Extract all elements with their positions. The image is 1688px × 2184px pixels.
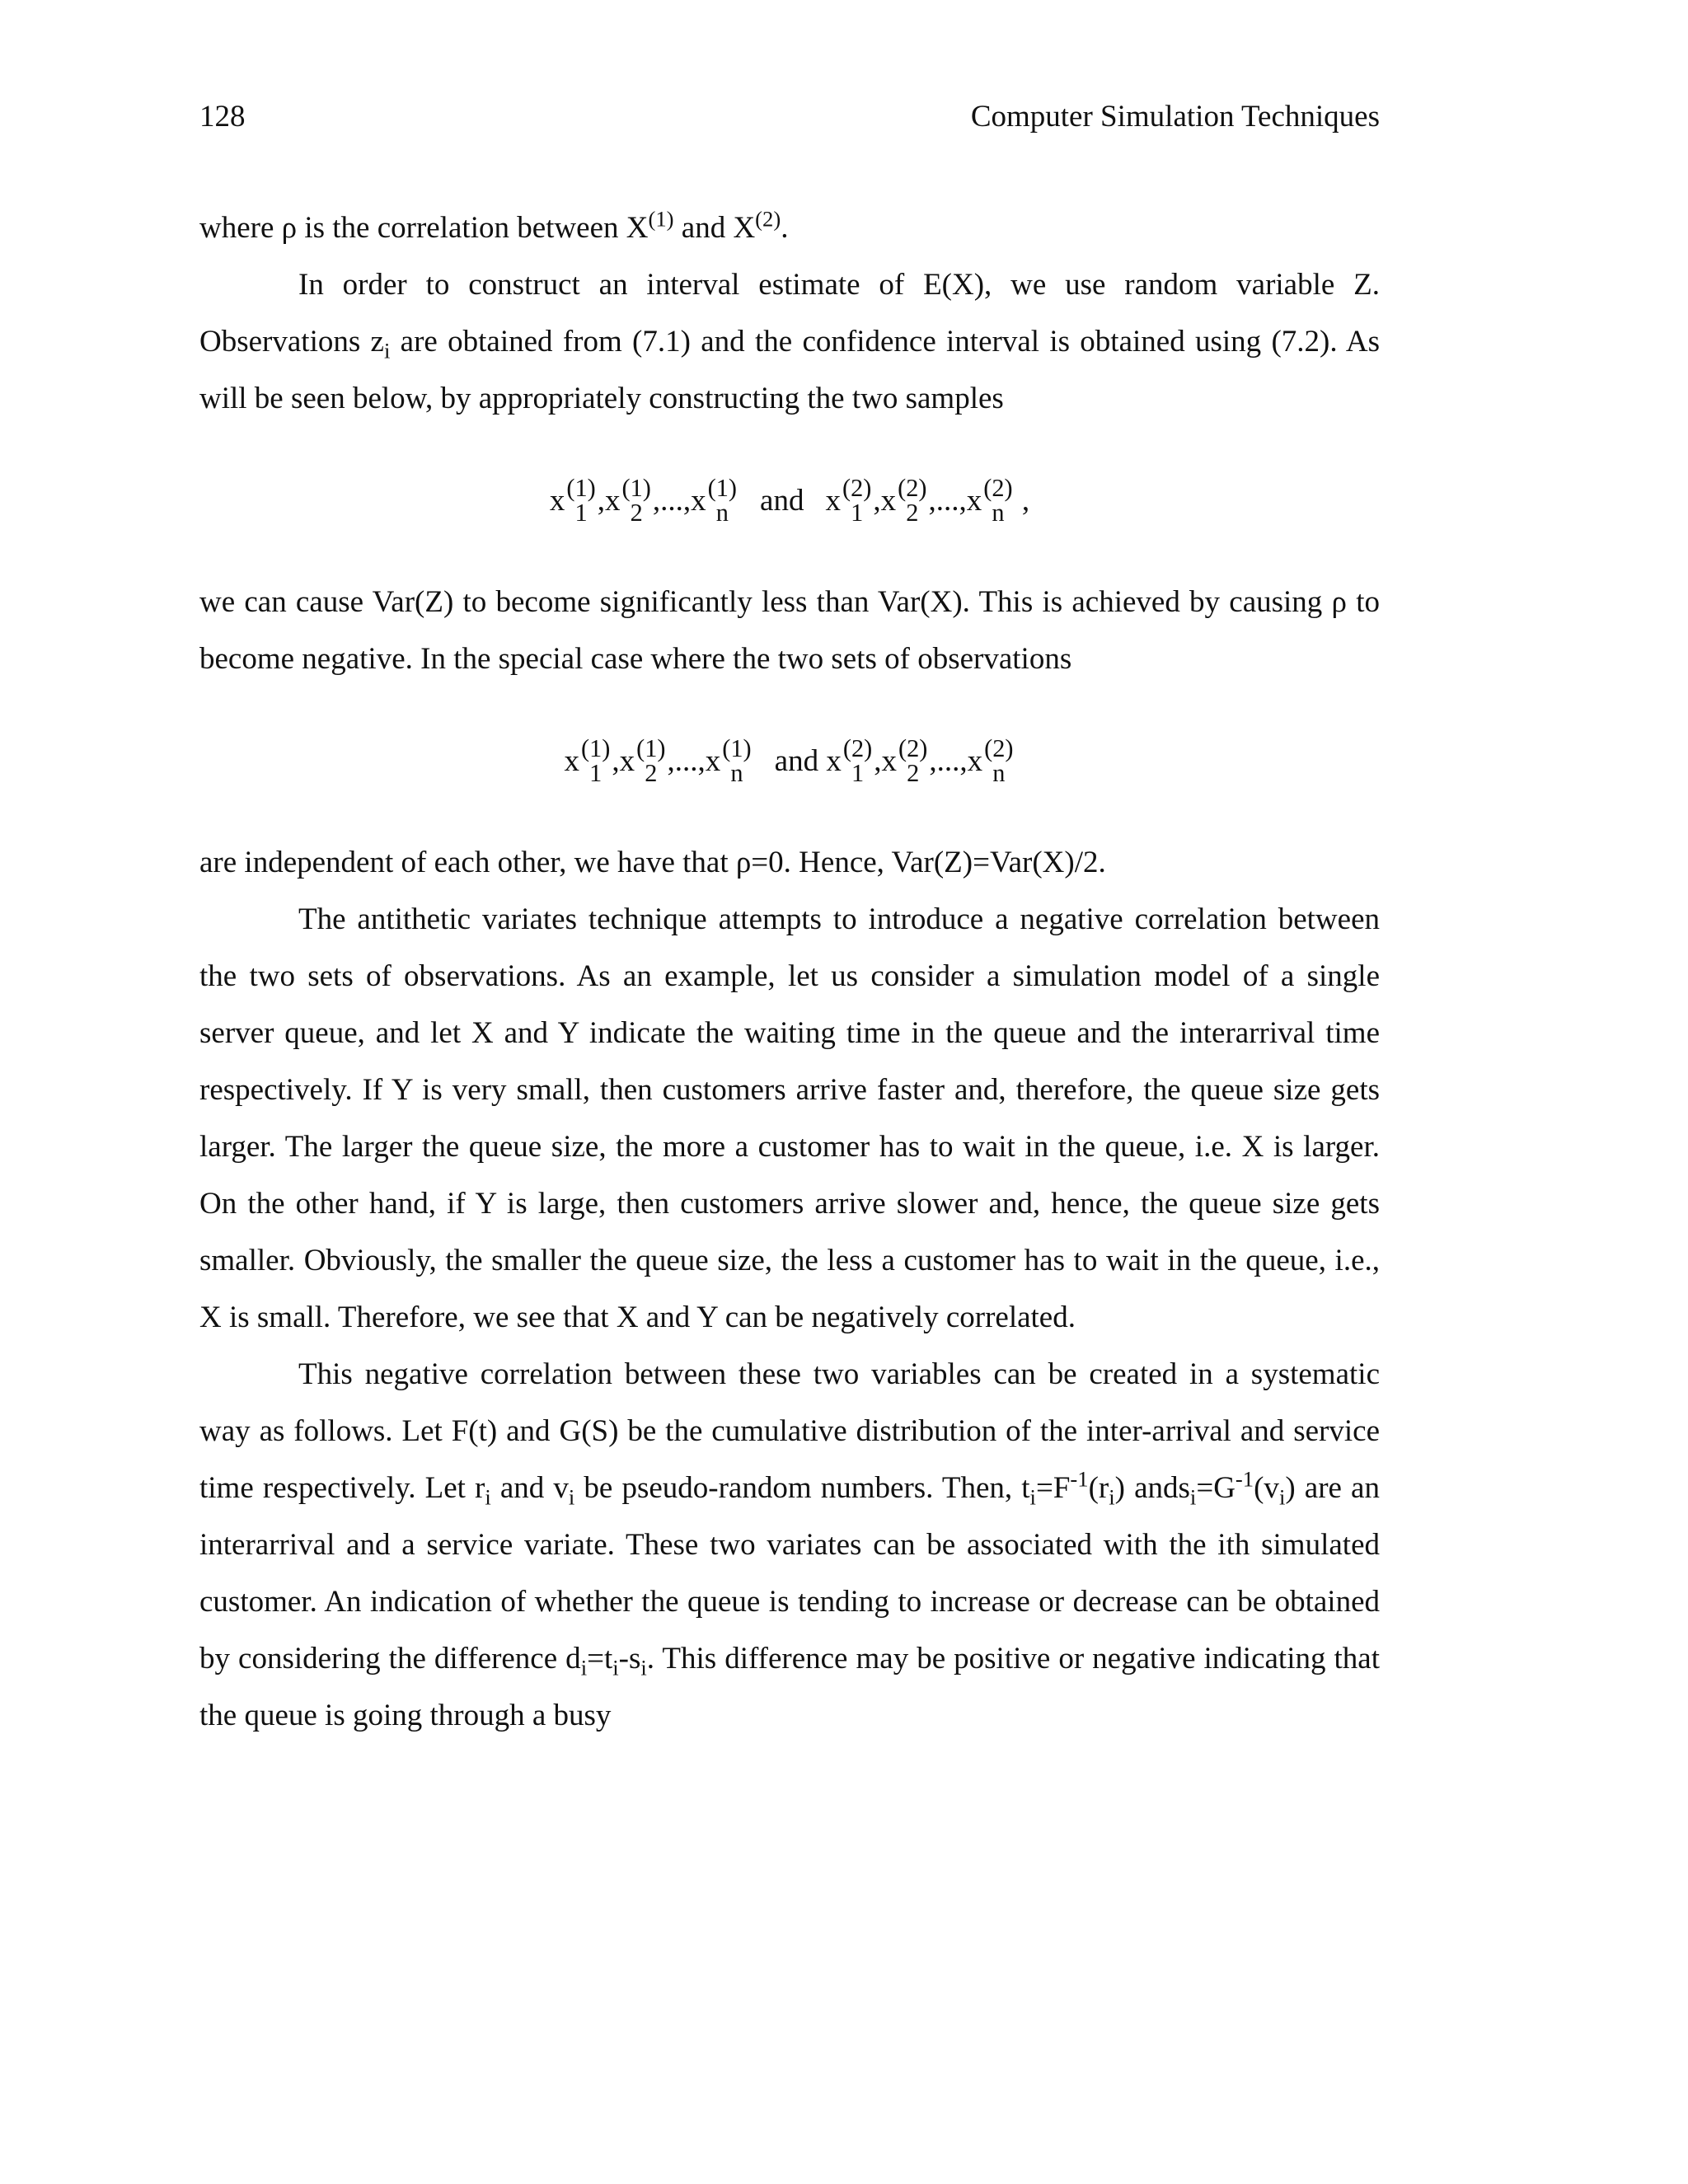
paragraph-correlation-definition: where ρ is the correlation between $X^{(1)}$ and $X^{(2)}$.	[199, 206, 789, 245]
running-title: Computer Simulation Techniques	[970, 100, 1380, 134]
body-text	[199, 199, 1380, 1744]
equation-independent-samples: x (1) 1 , x (1) 2 , ..., x (1) n and x (2) 1 , x (2) 2 , ..., x (2) n	[564, 733, 1014, 787]
paragraph-variance-reduction: we can cause Var(Z) to become significantly less than Var(X). This is achieved by causing ρ to become negative. In the special case where the two sets of observations	[199, 585, 1380, 676]
paragraph-negative-correlation: This negative correlation between these two variables can be created in a systematic way as follows. Let F(t) and G(S) be the cumulative distribution of the inter-arrival and service time respectively. Let $r_i$ and $v_i$ be pseudo-random numbers. Then, $t_i=F^{-1}(r_i)$ $ands_i=G^{-1}(v_i)$ are an interarrival and a service variate. These two variates can be associated with the ith simulated customer. An indication of whether the queue is tending to increase or decrease can be obtained by considering the difference $d_i=t_i-s_i$. This difference may be positive or negative indicating that the queue is going through a busy	[199, 1357, 1380, 1732]
paragraph-antithetic-technique: The antithetic variates technique attempts to introduce a negative correlation between the two sets of observations. As an example, let us consider a simulation model of a single server queue, and let X and Y indicate the waiting time in the queue and the interarrival time respectively. If Y is very small, then customers arrive faster and, therefore, the queue size gets larger. The larger the queue size, the more a customer has to wait in the queue, i.e. X is larger. On the other hand, if Y is large, then customers arrive slower and, hence, the queue size gets smaller. Obviously, the smaller the queue size, the less a customer has to wait in the queue, i.e., X is small. Therefore, we see that X and Y can be negatively correlated.	[199, 902, 1380, 1334]
paragraph-interval-estimate: In order to construct an interval estimate of E(X), we use random variable Z. Observations $z_i$ are obtained from (7.1) and the confidence interval is obtained using (7.2). As will be seen below, by appropriately constructing the two samples	[199, 268, 1380, 415]
equation-two-samples: x (1) 1 , x (1) 2 , ..., x (1) n and x (2) 1 , x (2) 2 , ..., x (2) n ,	[549, 473, 1030, 527]
page-number: 128	[199, 100, 246, 134]
paragraph-independence: are independent of each other, we have that ρ=0. Hence, Var(Z)=Var(X)/2.	[199, 846, 1106, 879]
